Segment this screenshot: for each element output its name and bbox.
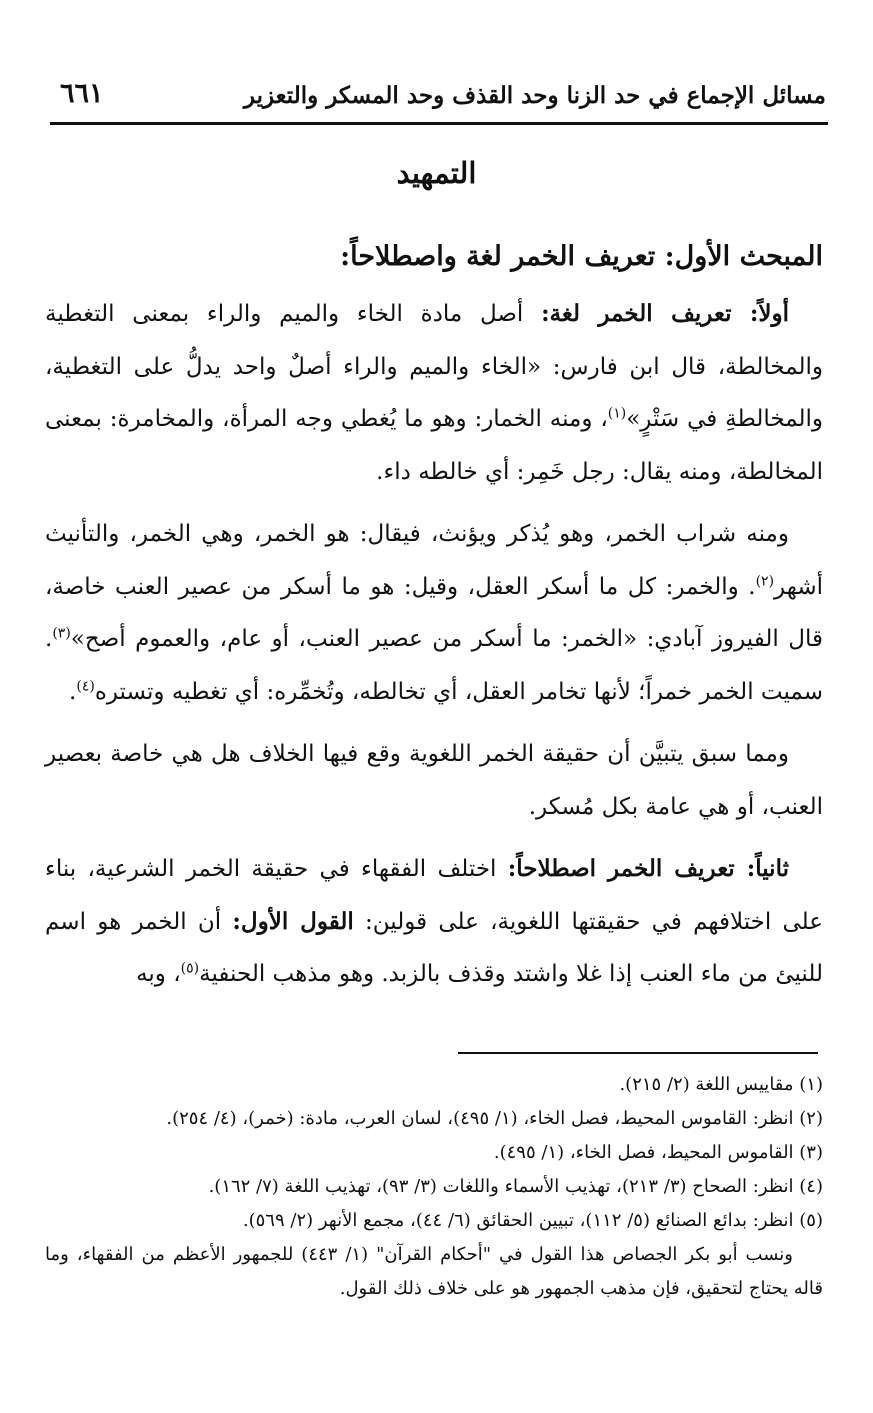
footnote-reference: (٥) (180, 960, 200, 977)
footnote-1: (١) مقاييس اللغة (٢/ ٢١٥). (619, 1074, 823, 1095)
footnote-reference: (١) (607, 405, 627, 422)
first-opinion-label: القول الأول: (232, 907, 354, 935)
footnote-5-continuation: ونسب أبو بكر الجصاص هذا القول في "أحكام القرآن" (١/ ٤٤٣) للجمهور الأعظم من الفقهاء، وما قاله يحتاج لتحقيق، فإن مذهب الجمهور هو على خلاف ذلك القول. (45, 1244, 823, 1299)
paragraph-text: . سميت الخمر خمراً؛ لأنها تخامر العقل، أي تخالطه، وتُخمِّره: أي تغطيه وتستره (45, 626, 823, 705)
header-rule (50, 122, 828, 125)
paragraph-text: ومنه شراب الخمر، وهو يُذكر ويؤنث، فيقال: هو الخمر، وهي الخمر، والتأنيث أشهر (45, 521, 823, 600)
paragraph-text: اختلف الفقهاء في حقيقة الخمر الشرعية، بناء على اختلافهم في حقيقتها اللغوية، على قولين: (45, 856, 823, 935)
paragraph-text: . والخمر: كل ما أسكر العقل، وقيل: هو ما أسكر من عصير العنب خاصة، قال الفيروز آبادي: «الخمر: ما أسكر من عصير العنب، أو عام، والعموم أصح» (45, 573, 823, 652)
paragraph-text: . (69, 678, 77, 705)
paragraph-text: أصل مادة الخاء والميم والراء بمعنى التغطية والمخالطة، قال ابن فارس: «الخاء والميم والراء أصلٌ واحد يدلُّ على التغطية، والمخالطةِ في سَتْرٍ» (45, 301, 823, 432)
page-number: ٦٦١ (60, 78, 104, 109)
body-text (45, 232, 823, 1001)
paragraph-text: أن الخمر هو اسم للنيئ من ماء العنب إذا غلا واشتد وقذف بالزبد. وهو مذهب الحنفية (45, 908, 823, 987)
footnote-3: (٣) القاموس المحيط، فصل الخاء، (١/ ٤٩٥). (493, 1142, 823, 1163)
paragraph-text: ومما سبق يتبيَّن أن حقيقة الخمر اللغوية وقع فيها الخلاف هل هي خاصة بعصير العنب، أو هي عامة بكل مُسكر. (45, 741, 823, 820)
paragraph-text: ، وبه (136, 961, 181, 987)
paragraph-linguistic-definition (45, 288, 823, 498)
paragraph-lead: ثانياً: تعريف الخمر اصطلاحاً: (507, 855, 789, 882)
footnotes (45, 1068, 823, 1306)
footnote-reference: (٤) (76, 677, 95, 694)
paragraph-conclusion (45, 728, 823, 833)
footnote-rule (458, 1052, 818, 1054)
paragraph-text: ، ومنه الخمار: وهو ما يُغطي وجه المرأة، والمخامرة: بمعنى المخالطة، ومنه يقال: رجل خَمِر: أي خالطه داء. (45, 406, 823, 485)
paragraph-lead: أولاً: تعريف الخمر لغة: (541, 300, 789, 327)
running-title: مسائل الإجماع في حد الزنا وحد القذف وحد المسكر والتعزير (243, 82, 826, 109)
section-title: التمهيد (396, 156, 477, 190)
paragraph-technical-definition (45, 843, 823, 1001)
page-header (50, 72, 828, 120)
footnote-reference: (٢) (755, 572, 775, 589)
footnote-5: (٥) انظر: بدائع الصنائع (٥/ ١١٢)، تبيين الحقائق (٦/ ٤٤)، مجمع الأنهر (٢/ ٥٦٩). (242, 1210, 823, 1231)
paragraph-wine-drink (45, 508, 823, 718)
topic-heading: المبحث الأول: تعريف الخمر لغة واصطلاحاً: (340, 241, 823, 272)
footnote-reference: (٣) (52, 625, 71, 642)
footnote-4: (٤) انظر: الصحاح (٣/ ٢١٣)، تهذيب الأسماء واللغات (٣/ ٩٣)، تهذيب اللغة (٧/ ١٦٢). (208, 1176, 823, 1197)
footnote-2: (٢) انظر: القاموس المحيط، فصل الخاء، (١/ ٤٩٥)، لسان العرب، مادة: (خمر)، (٤/ ٢٥٤). (166, 1108, 823, 1129)
